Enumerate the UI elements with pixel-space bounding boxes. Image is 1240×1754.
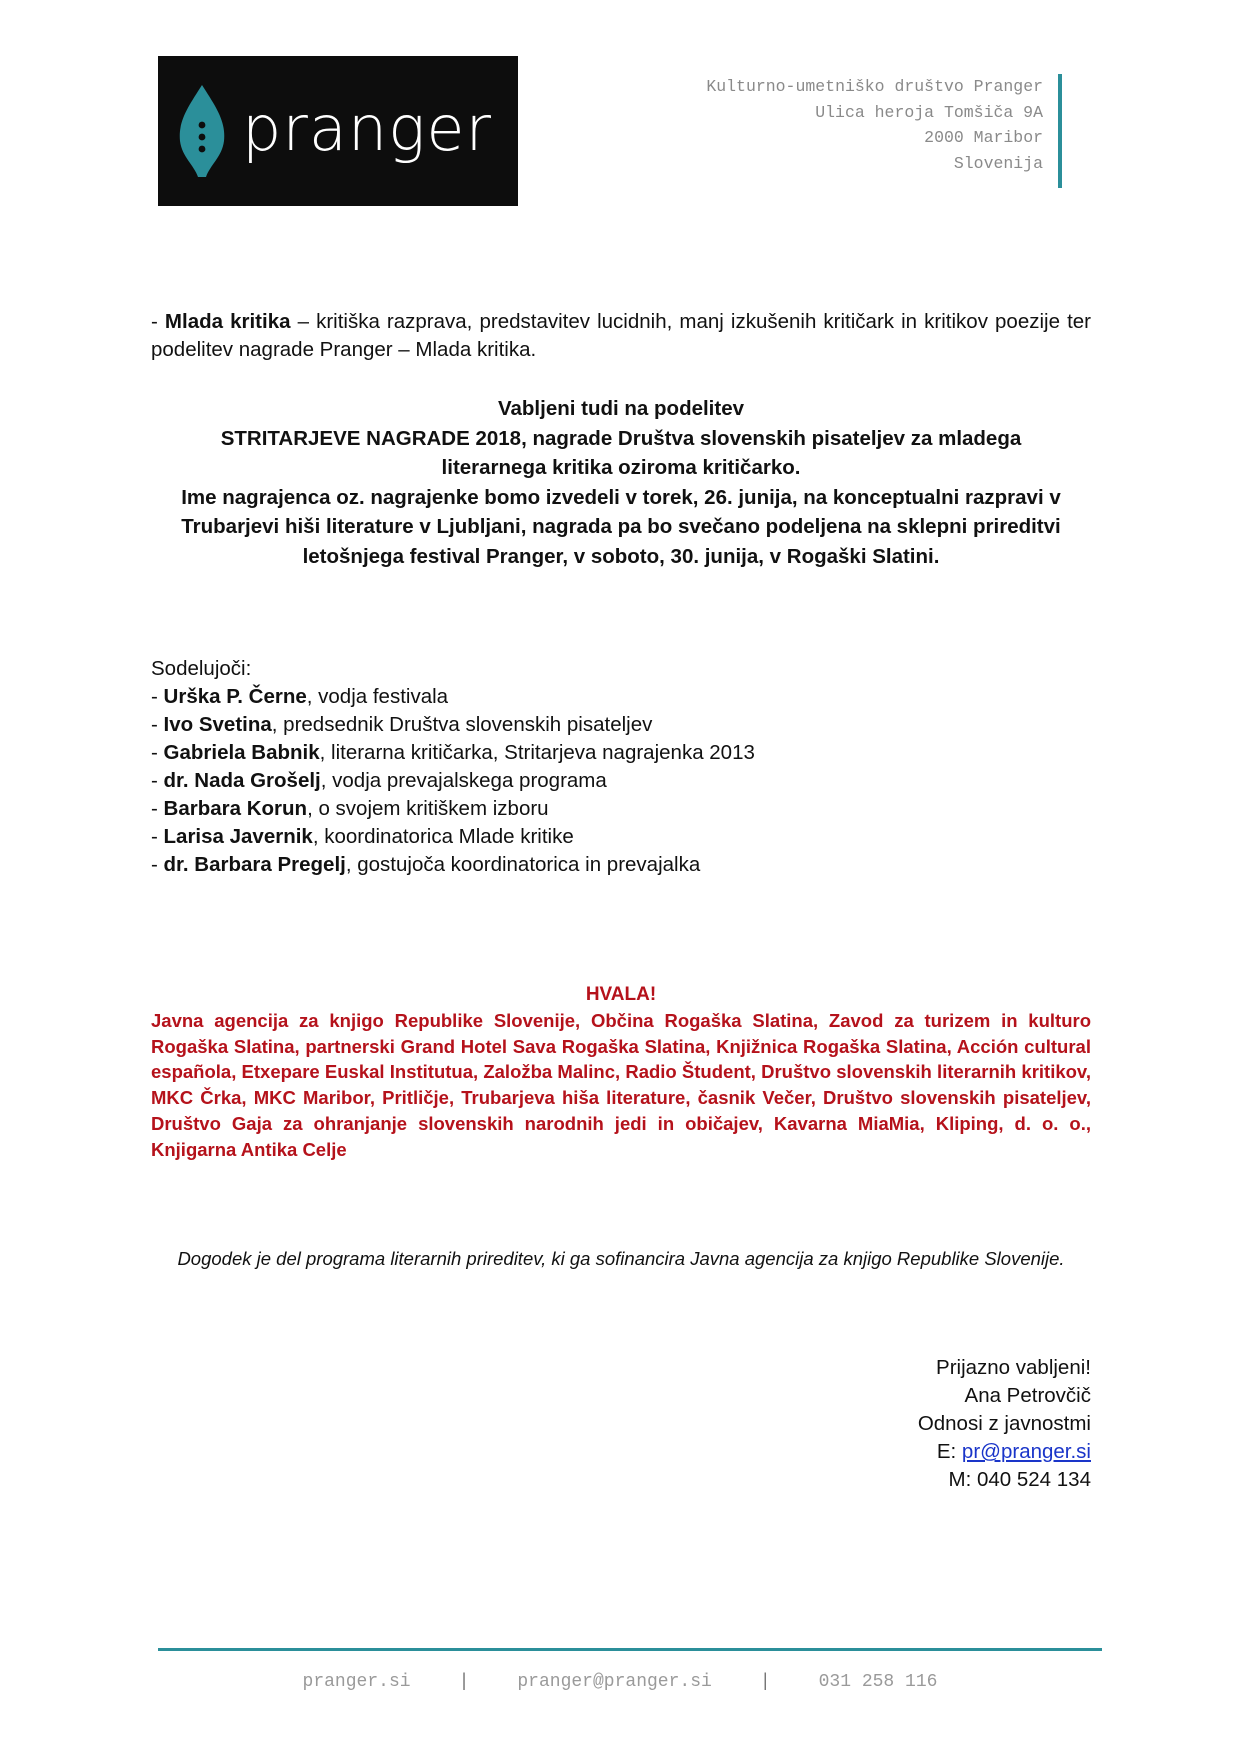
- fountain-pen-nib-icon: [176, 81, 228, 181]
- footer-phone: 031 258 116: [818, 1672, 938, 1692]
- intro-paragraph: [151, 308, 1091, 364]
- list-dash: -: [151, 310, 165, 333]
- sponsors-text: Javna agencija za knjigo Republike Slovenije, Občina Rogaška Slatina, Zavod za turizem in kulturo Rogaška Slatina, partnerski Grand Hotel Sava Rogaška Slatina, Knjižnica Rogaška Slatina, Acción cultural española, Etxepare Euskal Institutua, Založba Malinc, Radio Študent, Društvo slovenskih literarnih kritikov, MKC Črka, MKC Maribor, Pritličje, Trubarjeva hiša literature, časnik Večer, Društvo slovenskih pisateljev, Društvo Gaja za ohranjanje slovenskih narodnih jedi in običajev, Kavarna MiaMia, Kliping, d. o. o., Knjigarna Antika Celje: [151, 1009, 1091, 1160]
- address-line: Ulica heroja Tomšiča 9A: [815, 102, 1043, 122]
- participant-name: dr. Barbara Pregelj: [163, 853, 346, 876]
- participant-role: , literarna kritičarka, Stritarjeva nagrajenka 2013: [319, 741, 755, 764]
- footer-separator: |: [759, 1672, 771, 1692]
- participant-role: , koordinatorica Mlade kritike: [312, 825, 574, 848]
- participant-name: Ivo Svetina: [163, 713, 272, 736]
- participants-list: [151, 655, 1091, 879]
- list-item: - Gabriela Babnik, literarna kritičarka, Stritarjeva nagrajenka 2013: [151, 741, 755, 764]
- thanks-block: [151, 982, 1091, 1163]
- invite-line-2: STRITARJEVE NAGRADE 2018, nagrade Društva slovenskih pisateljev za mladega literarnega kritika oziroma kritičarko.: [220, 426, 1022, 479]
- list-item: - Barbara Korun, o svojem kritiškem izboru: [151, 797, 549, 820]
- sender-address: [706, 74, 1043, 176]
- address-line: Kulturno-umetniško društvo Pranger: [706, 77, 1043, 96]
- address-line: 2000 Maribor: [924, 128, 1043, 147]
- footer-website: pranger.si: [302, 1672, 411, 1692]
- participant-name: Larisa Javernik: [163, 825, 313, 848]
- funding-note: Dogodek je del programa literarnih prireditev, ki ga sofinancira Javna agencija za knjigo Republike Slovenije.: [177, 1248, 1065, 1269]
- address-line: Slovenija: [953, 153, 1043, 173]
- email-line: [151, 1438, 1091, 1466]
- participants-heading: Sodelujoči:: [151, 657, 252, 680]
- greeting: Prijazno vabljeni!: [936, 1356, 1091, 1379]
- participant-role: , vodja prevajalskega programa: [320, 769, 607, 792]
- email-label: E:: [936, 1440, 962, 1463]
- signer-name: Ana Petrovčič: [964, 1384, 1091, 1407]
- participant-name: dr. Nada Grošelj: [163, 769, 321, 792]
- address-accent-bar: [1058, 74, 1062, 188]
- intro-text: – kritiška razprava, predstavitev lucidnih, manj izkušenih kritičark in kritikov poezije ter podelitev nagrade Pranger – Mlada kritika.: [151, 310, 1091, 361]
- pranger-logo: [158, 56, 518, 206]
- footer-divider: [158, 1648, 1102, 1651]
- footer: [0, 1672, 1240, 1692]
- footer-email: pranger@pranger.si: [517, 1672, 712, 1692]
- participant-role: , o svojem kritiškem izboru: [307, 797, 549, 820]
- participant-name: Urška P. Černe: [163, 685, 307, 708]
- list-item: - dr. Barbara Pregelj, gostujoča koordinatorica in prevajalka: [151, 853, 701, 876]
- participant-role: , gostujoča koordinatorica in prevajalka: [345, 853, 701, 876]
- participant-name: Barbara Korun: [163, 797, 308, 820]
- logo-wordmark: pranger: [242, 91, 492, 165]
- intro-bold: Mlada kritika: [164, 310, 291, 333]
- participant-role: , vodja festivala: [306, 685, 449, 708]
- participant-role: , predsednik Društva slovenskih pisateljev: [271, 713, 653, 736]
- invitation-block: [151, 394, 1091, 571]
- list-item: - dr. Nada Grošelj, vodja prevajalskega programa: [151, 769, 607, 792]
- thanks-heading: HVALA!: [585, 984, 657, 1005]
- invite-line-3: Ime nagrajenca oz. nagrajenke bomo izvedeli v torek, 26. junija, na konceptualni razpravi v Trubarjevi hiši literature v Ljubljani, nagrada pa bo svečano podeljena na sklepni prireditvi letošnjega festival Pranger, v soboto, 30. junija, v Rogaški Slatini.: [181, 485, 1061, 568]
- participant-name: Gabriela Babnik: [163, 741, 320, 764]
- list-item: - Urška P. Černe, vodja festivala: [151, 685, 449, 708]
- signature-block: [151, 1354, 1091, 1494]
- footer-separator: |: [458, 1672, 470, 1692]
- email-link[interactable]: pr@pranger.si: [961, 1440, 1091, 1463]
- invite-line-1: Vabljeni tudi na podelitev: [497, 397, 745, 420]
- phone-line: M: 040 524 134: [948, 1468, 1091, 1491]
- list-item: - Ivo Svetina, predsednik Društva slovenskih pisateljev: [151, 713, 653, 736]
- signer-title: Odnosi z javnostmi: [917, 1412, 1091, 1435]
- list-item: - Larisa Javernik, koordinatorica Mlade kritike: [151, 825, 574, 848]
